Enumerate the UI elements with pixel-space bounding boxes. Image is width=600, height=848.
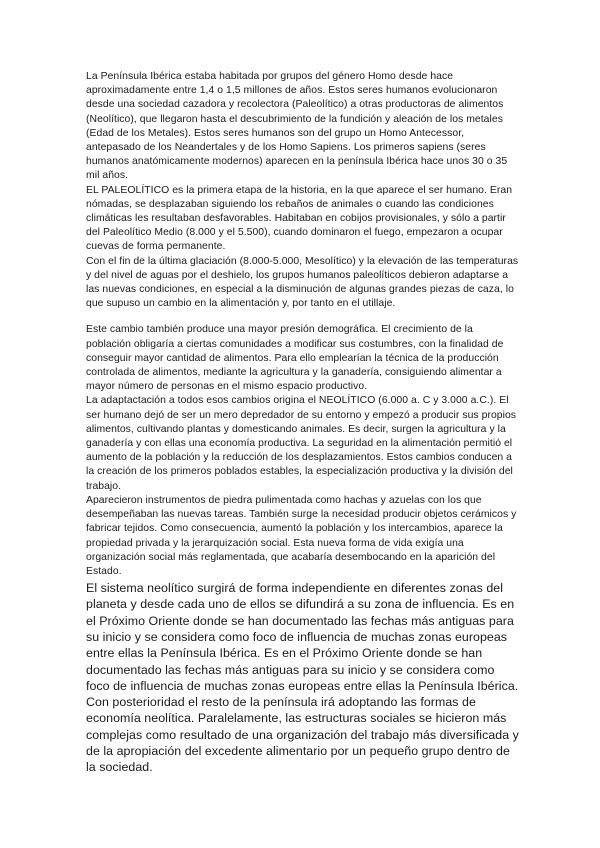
paragraph-cambio: Este cambio también produce una mayor presión demográfica. El crecimiento de la población obligaría a ciertas comunidades a modificar sus costumbres, con la finalidad de conseguir mayor cantidad de alimentos. Para ello emplearían la técnica de la producción controlada de alimentos, mediante la agricultura y la ganadería, consiguiendo alimentar a mayor número de personas en el mismo espacio productivo. — [86, 324, 504, 393]
paragraph-spacer — [86, 311, 520, 323]
paragraph-paleolitico: EL PALEOLÍTICO es la primera etapa de la historia, en la que aparece el ser humano. Eran nómadas, se desplazaban siguiendo los rebaños de animales o cuando las condiciones climáticas les resultaban desfavorables. Habitaban en cobijos provisionales, y sólo a partir del Paleolítico Medio (8.000 y el 5.500), cuando dominaron el fuego, empezaron a ocupar cuevas de forma permanente. — [86, 184, 513, 253]
paragraph-sistema-neolitico: El sistema neolítico surgirá de forma independiente en diferentes zonas del planeta y desde cada uno de ellos se difundirá a su zona de influencia. Es en el Próximo Oriente donde se han documentado las fechas más antiguas para su inicio y se considera como foco de influencia de muchas zonas europeas entre ellas la Península Ibérica. Es en el Próximo Oriente donde se han documentado las fechas más antiguas para su inicio y se considera como foco de influencia de muchas zonas europeas entre ellas la Península Ibérica. Con posterioridad el resto de la península irá adoptando las formas de economía neolítica. Paralelamente, las estructuras sociales se hicieron más complejas como resultado de una organización del trabajo más diversificada y de la apropiación del excedente alimentario por un pequeño grupo dentro de la sociedad. — [86, 581, 519, 775]
paragraph-instrumentos: Aparecieron instrumentos de piedra pulimentada como hachas y azuelas con los que desempeñaban las nuevas tareas. También surge la necesidad producir objetos cerámicos y fabricar tejidos. Como consecuencia, aumentó la población y los intercambios, aparece la propiedad privada y la jerarquización social. Esta nueva forma de vida exigía una organización social más reglamentada, que acabaría desembocando en la aparición del Estado. — [86, 494, 517, 577]
paragraph-neolitico: La adaptactación a todos esos cambios origina el NEOLÍTICO (6.000 a. C y 3.000 a.C.). El ser humano dejó de ser un mero depredador de su entorno y empezó a producir sus propios alimentos, cultivando plantas y domesticando animales. Es decir, surgen la agricultura y la ganadería y con ellas una economía productiva. La seguridad en la alimentación permitió el aumento de la población y la reducción de los desplazamientos. Estos cambios conducen a la creación de los primeros poblados estables, la especialización productiva y la división del trabajo. — [86, 395, 517, 492]
paragraph-intro: La Península Ibérica estaba habitada por grupos del género Homo desde hace aproximadamente entre 1,4 o 1,5 millones de años. Estos seres humanos evolucionaron desde una sociedad cazadora y recolectora (Paleolítico) a otras productoras de alimentos (Neolítico), que llegaron hasta el descubrimiento de la fundición y aleación de los metales (Edad de los Metales). Estos seres humanos son del grupo un Homo Antecessor, antepasado de los Neandertales y de los Homo Sapiens. Los primeros sapiens (seres humanos anatómicamente modernos) aparecen en la península Ibérica hace unos 30 o 35 mil años. — [86, 71, 508, 182]
paragraph-glaciacion: Con el fin de la última glaciación (8.000-5.000, Mesolítico) y la elevación de las temperaturas y del nivel de aguas por el deshielo, los grupos humanos paleolíticos debieron adaptarse a las nuevas condiciones, en especial a la disminución de algunas grandes piezas de caza, lo que supuso un cambio en la alimentación y, por tanto en el utillaje. — [86, 255, 519, 310]
